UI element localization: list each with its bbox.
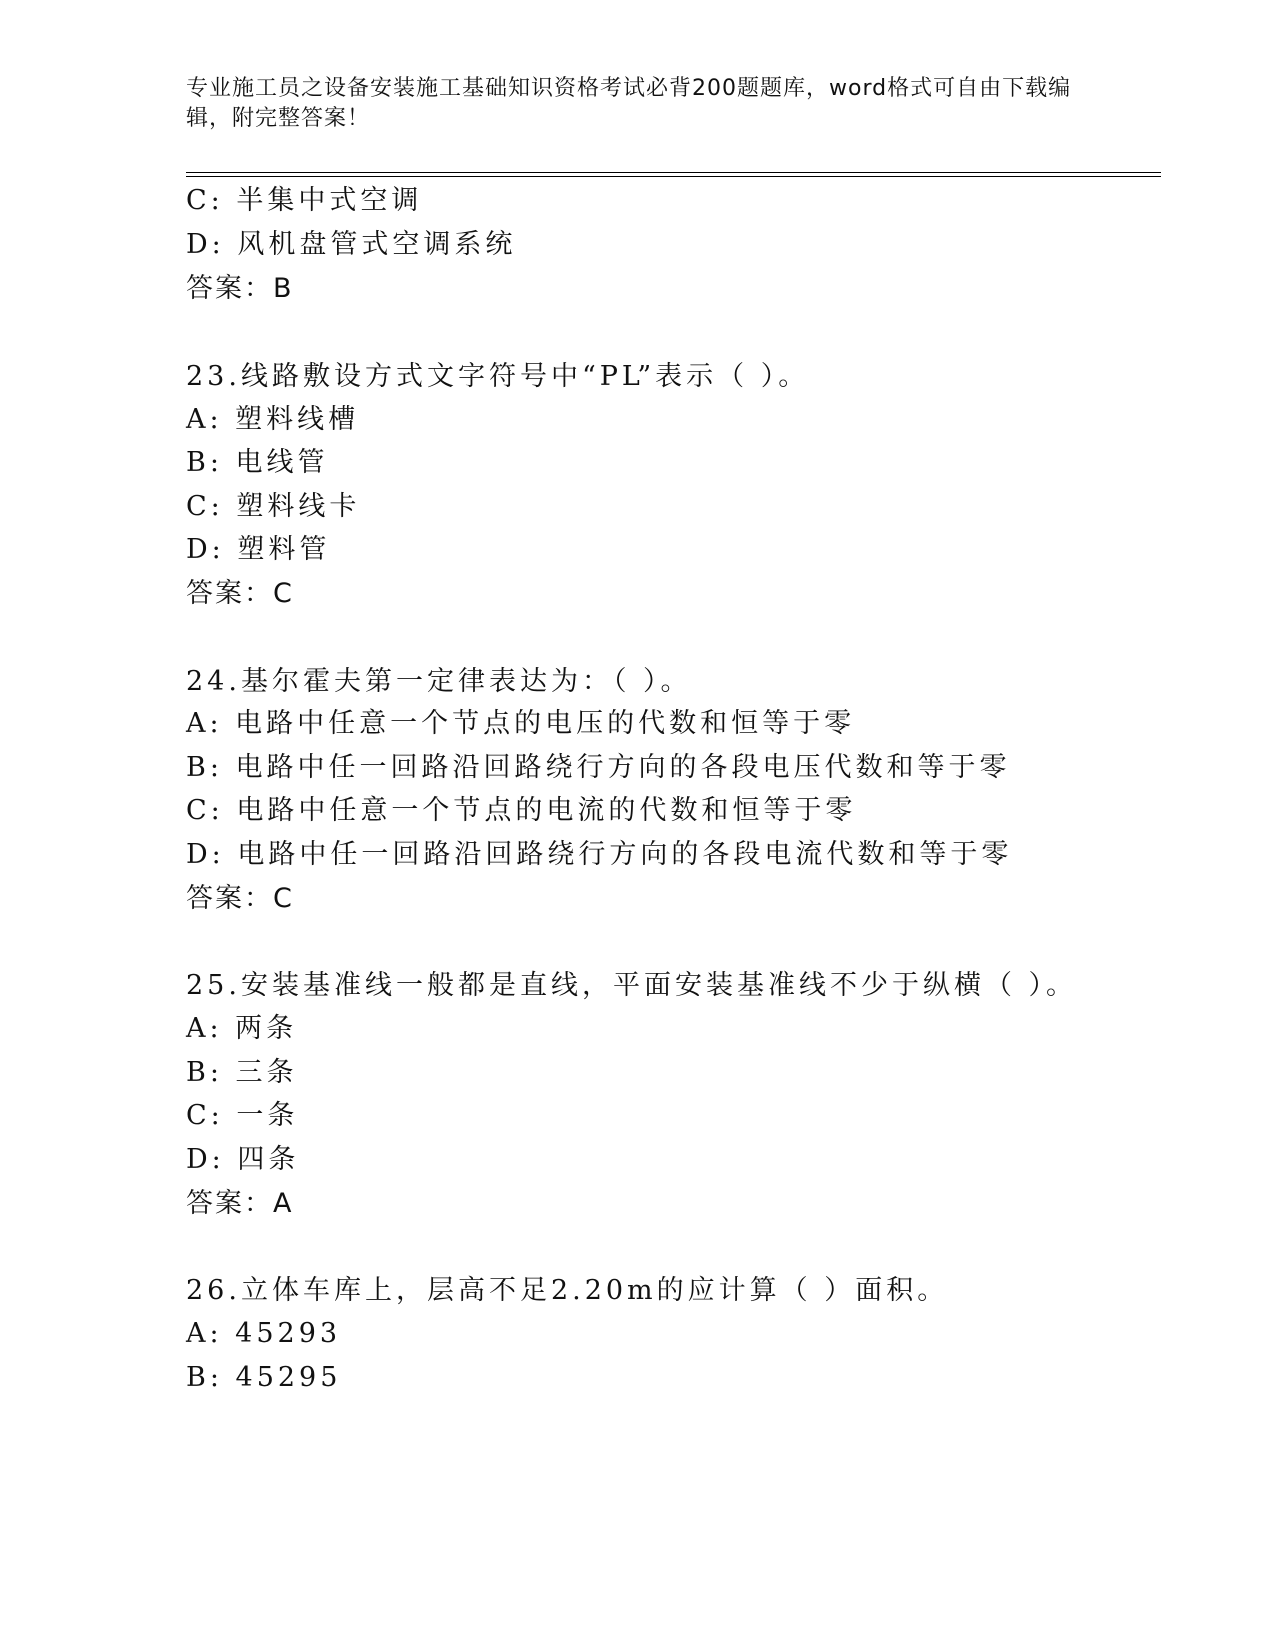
answer-label: 答案：C [186, 578, 294, 609]
option-d: D: 风机盘管式空调系统 [186, 229, 517, 260]
option-d: D: 四条 [186, 1144, 300, 1175]
option-b: B: 45295 [186, 1362, 342, 1393]
option-b: B: 电线管 [186, 447, 329, 478]
option-c: C: 塑料线卡 [186, 491, 361, 522]
header-rule-bottom [186, 176, 1161, 177]
option-a: A: 45293 [186, 1318, 342, 1349]
option-c: C: 一条 [186, 1100, 299, 1131]
option-b: B: 三条 [186, 1057, 298, 1088]
document-header: 专业施工员之设备安装施工基础知识资格考试必背200题题库，word格式可自由下载编辑，附完整答案！ [186, 76, 1072, 131]
question-stem: 25.安装基准线一般都是直线，平面安装基准线不少于纵横（ ）。 [186, 970, 1078, 1001]
answer-label: 答案：B [186, 273, 294, 304]
question-stem: 24.基尔霍夫第一定律表达为：（ ）。 [186, 666, 692, 697]
answer-label: 答案：C [186, 883, 294, 914]
option-a: A: 两条 [186, 1013, 298, 1044]
option-a: A: 电路中任意一个节点的电压的代数和恒等于零 [186, 708, 856, 739]
question-stem: 26.立体车库上，层高不足2.20m的应计算（ ）面积。 [186, 1275, 949, 1306]
header-rule-top [186, 172, 1161, 173]
answer-label: 答案：A [186, 1188, 294, 1219]
question-stem: 23.线路敷设方式文字符号中“PL”表示（ ）。 [186, 361, 810, 392]
option-b: B: 电路中任一回路沿回路绕行方向的各段电压代数和等于零 [186, 752, 1011, 783]
option-c: C: 半集中式空调 [186, 185, 423, 216]
option-c: C: 电路中任意一个节点的电流的代数和恒等于零 [186, 795, 857, 826]
option-a: A: 塑料线槽 [186, 404, 360, 435]
option-d: D: 塑料管 [186, 534, 331, 565]
option-d: D: 电路中任一回路沿回路绕行方向的各段电流代数和等于零 [186, 839, 1013, 870]
